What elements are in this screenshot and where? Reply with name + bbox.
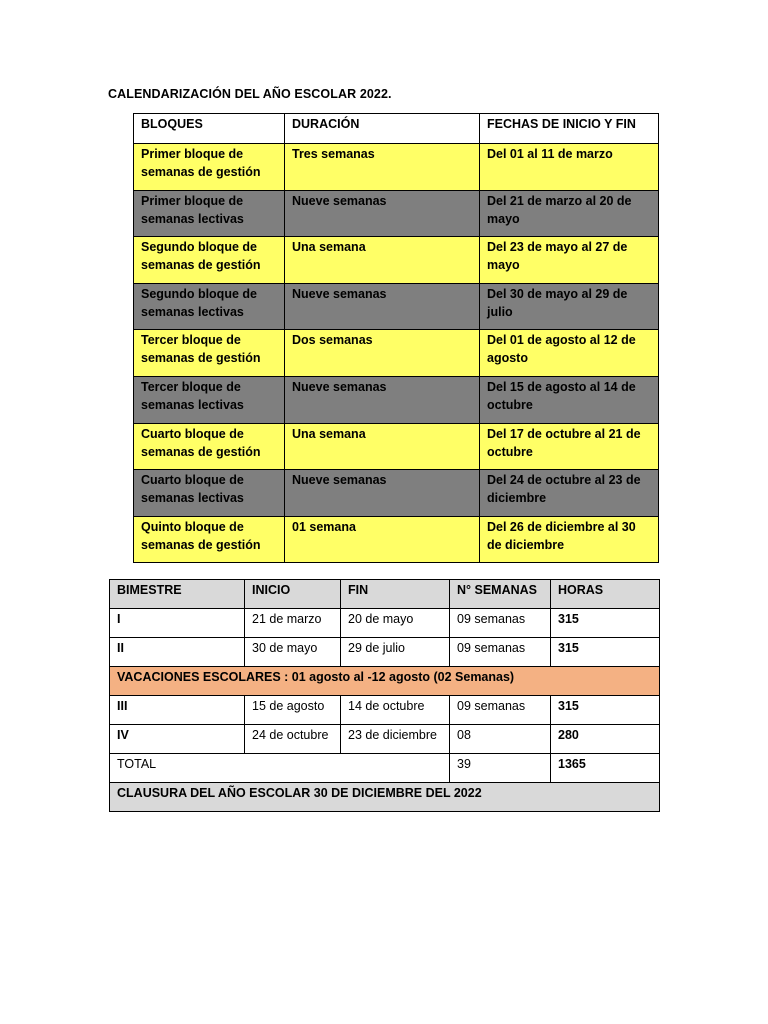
semanas-cell: 09 semanas xyxy=(450,609,551,638)
header-semanas: N° SEMANAS xyxy=(450,580,551,609)
fechas-cell: Del 17 de octubre al 21 de octubre xyxy=(480,423,659,470)
fechas-cell: Del 21 de marzo al 20 de mayo xyxy=(480,190,659,237)
bloque-cell: Primer bloque de semanas de gestión xyxy=(134,144,285,191)
fechas-cell: Del 01 al 11 de marzo xyxy=(480,144,659,191)
duracion-cell: Nueve semanas xyxy=(285,190,480,237)
fechas-cell: Del 01 de agosto al 12 de agosto xyxy=(480,330,659,377)
blocks-table xyxy=(133,113,659,563)
horas-cell: 315 xyxy=(551,609,660,638)
table-row xyxy=(110,638,660,667)
table-row xyxy=(110,696,660,725)
horas-cell: 280 xyxy=(551,725,660,754)
bimestre-cell: III xyxy=(110,696,245,725)
fechas-cell: Del 30 de mayo al 29 de julio xyxy=(480,283,659,330)
total-label: TOTAL xyxy=(110,754,450,783)
bimestre-cell: I xyxy=(110,609,245,638)
bloque-cell: Tercer bloque de semanas de gestión xyxy=(134,330,285,377)
bloque-cell: Cuarto bloque de semanas de gestión xyxy=(134,423,285,470)
table-row xyxy=(110,725,660,754)
table-row xyxy=(110,609,660,638)
horas-cell: 315 xyxy=(551,696,660,725)
duracion-cell: Nueve semanas xyxy=(285,470,480,517)
inicio-cell: 30 de mayo xyxy=(245,638,341,667)
fin-cell: 29 de julio xyxy=(341,638,450,667)
fin-cell: 20 de mayo xyxy=(341,609,450,638)
table-row xyxy=(134,190,659,237)
table-row xyxy=(134,330,659,377)
fin-cell: 23 de diciembre xyxy=(341,725,450,754)
total-semanas: 39 xyxy=(450,754,551,783)
duracion-cell: Una semana xyxy=(285,237,480,284)
table-row xyxy=(134,283,659,330)
header-inicio: INICIO xyxy=(245,580,341,609)
bloque-cell: Quinto bloque de semanas de gestión xyxy=(134,516,285,563)
header-duracion: DURACIÓN xyxy=(285,114,480,144)
table-row xyxy=(134,144,659,191)
clausura-cell: CLAUSURA DEL AÑO ESCOLAR 30 DE DICIEMBRE DEL 2022 xyxy=(110,783,660,812)
bloque-cell: Primer bloque de semanas lectivas xyxy=(134,190,285,237)
fin-cell: 14 de octubre xyxy=(341,696,450,725)
bimester-table-header xyxy=(110,580,660,609)
semanas-cell: 08 xyxy=(450,725,551,754)
header-fin: FIN xyxy=(341,580,450,609)
bloque-cell: Segundo bloque de semanas de gestión xyxy=(134,237,285,284)
duracion-cell: Dos semanas xyxy=(285,330,480,377)
semanas-cell: 09 semanas xyxy=(450,638,551,667)
bloque-cell: Cuarto bloque de semanas lectivas xyxy=(134,470,285,517)
table-row xyxy=(134,423,659,470)
document-title: CALENDARIZACIÓN DEL AÑO ESCOLAR 2022. xyxy=(108,87,392,101)
fechas-cell: Del 15 de agosto al 14 de octubre xyxy=(480,376,659,423)
inicio-cell: 24 de octubre xyxy=(245,725,341,754)
inicio-cell: 15 de agosto xyxy=(245,696,341,725)
bimestre-cell: II xyxy=(110,638,245,667)
bloque-cell: Tercer bloque de semanas lectivas xyxy=(134,376,285,423)
semanas-cell: 09 semanas xyxy=(450,696,551,725)
header-fechas: FECHAS DE INICIO Y FIN xyxy=(480,114,659,144)
inicio-cell: 21 de marzo xyxy=(245,609,341,638)
bimestre-cell: IV xyxy=(110,725,245,754)
duracion-cell: 01 semana xyxy=(285,516,480,563)
vacaciones-row xyxy=(110,667,660,696)
duracion-cell: Nueve semanas xyxy=(285,283,480,330)
total-row xyxy=(110,754,660,783)
duracion-cell: Tres semanas xyxy=(285,144,480,191)
fechas-cell: Del 23 de mayo al 27 de mayo xyxy=(480,237,659,284)
header-bloques: BLOQUES xyxy=(134,114,285,144)
duracion-cell: Nueve semanas xyxy=(285,376,480,423)
table-row xyxy=(134,470,659,517)
header-horas: HORAS xyxy=(551,580,660,609)
duracion-cell: Una semana xyxy=(285,423,480,470)
blocks-table-header xyxy=(134,114,659,144)
horas-cell: 315 xyxy=(551,638,660,667)
total-horas: 1365 xyxy=(551,754,660,783)
table-row xyxy=(134,376,659,423)
fechas-cell: Del 24 de octubre al 23 de diciembre xyxy=(480,470,659,517)
bimester-table xyxy=(109,579,660,812)
bloque-cell: Segundo bloque de semanas lectivas xyxy=(134,283,285,330)
header-bimestre: BIMESTRE xyxy=(110,580,245,609)
table-row xyxy=(134,237,659,284)
vacaciones-cell: VACACIONES ESCOLARES : 01 agosto al -12 agosto (02 Semanas) xyxy=(110,667,660,696)
clausura-row xyxy=(110,783,660,812)
fechas-cell: Del 26 de diciembre al 30 de diciembre xyxy=(480,516,659,563)
table-row xyxy=(134,516,659,563)
